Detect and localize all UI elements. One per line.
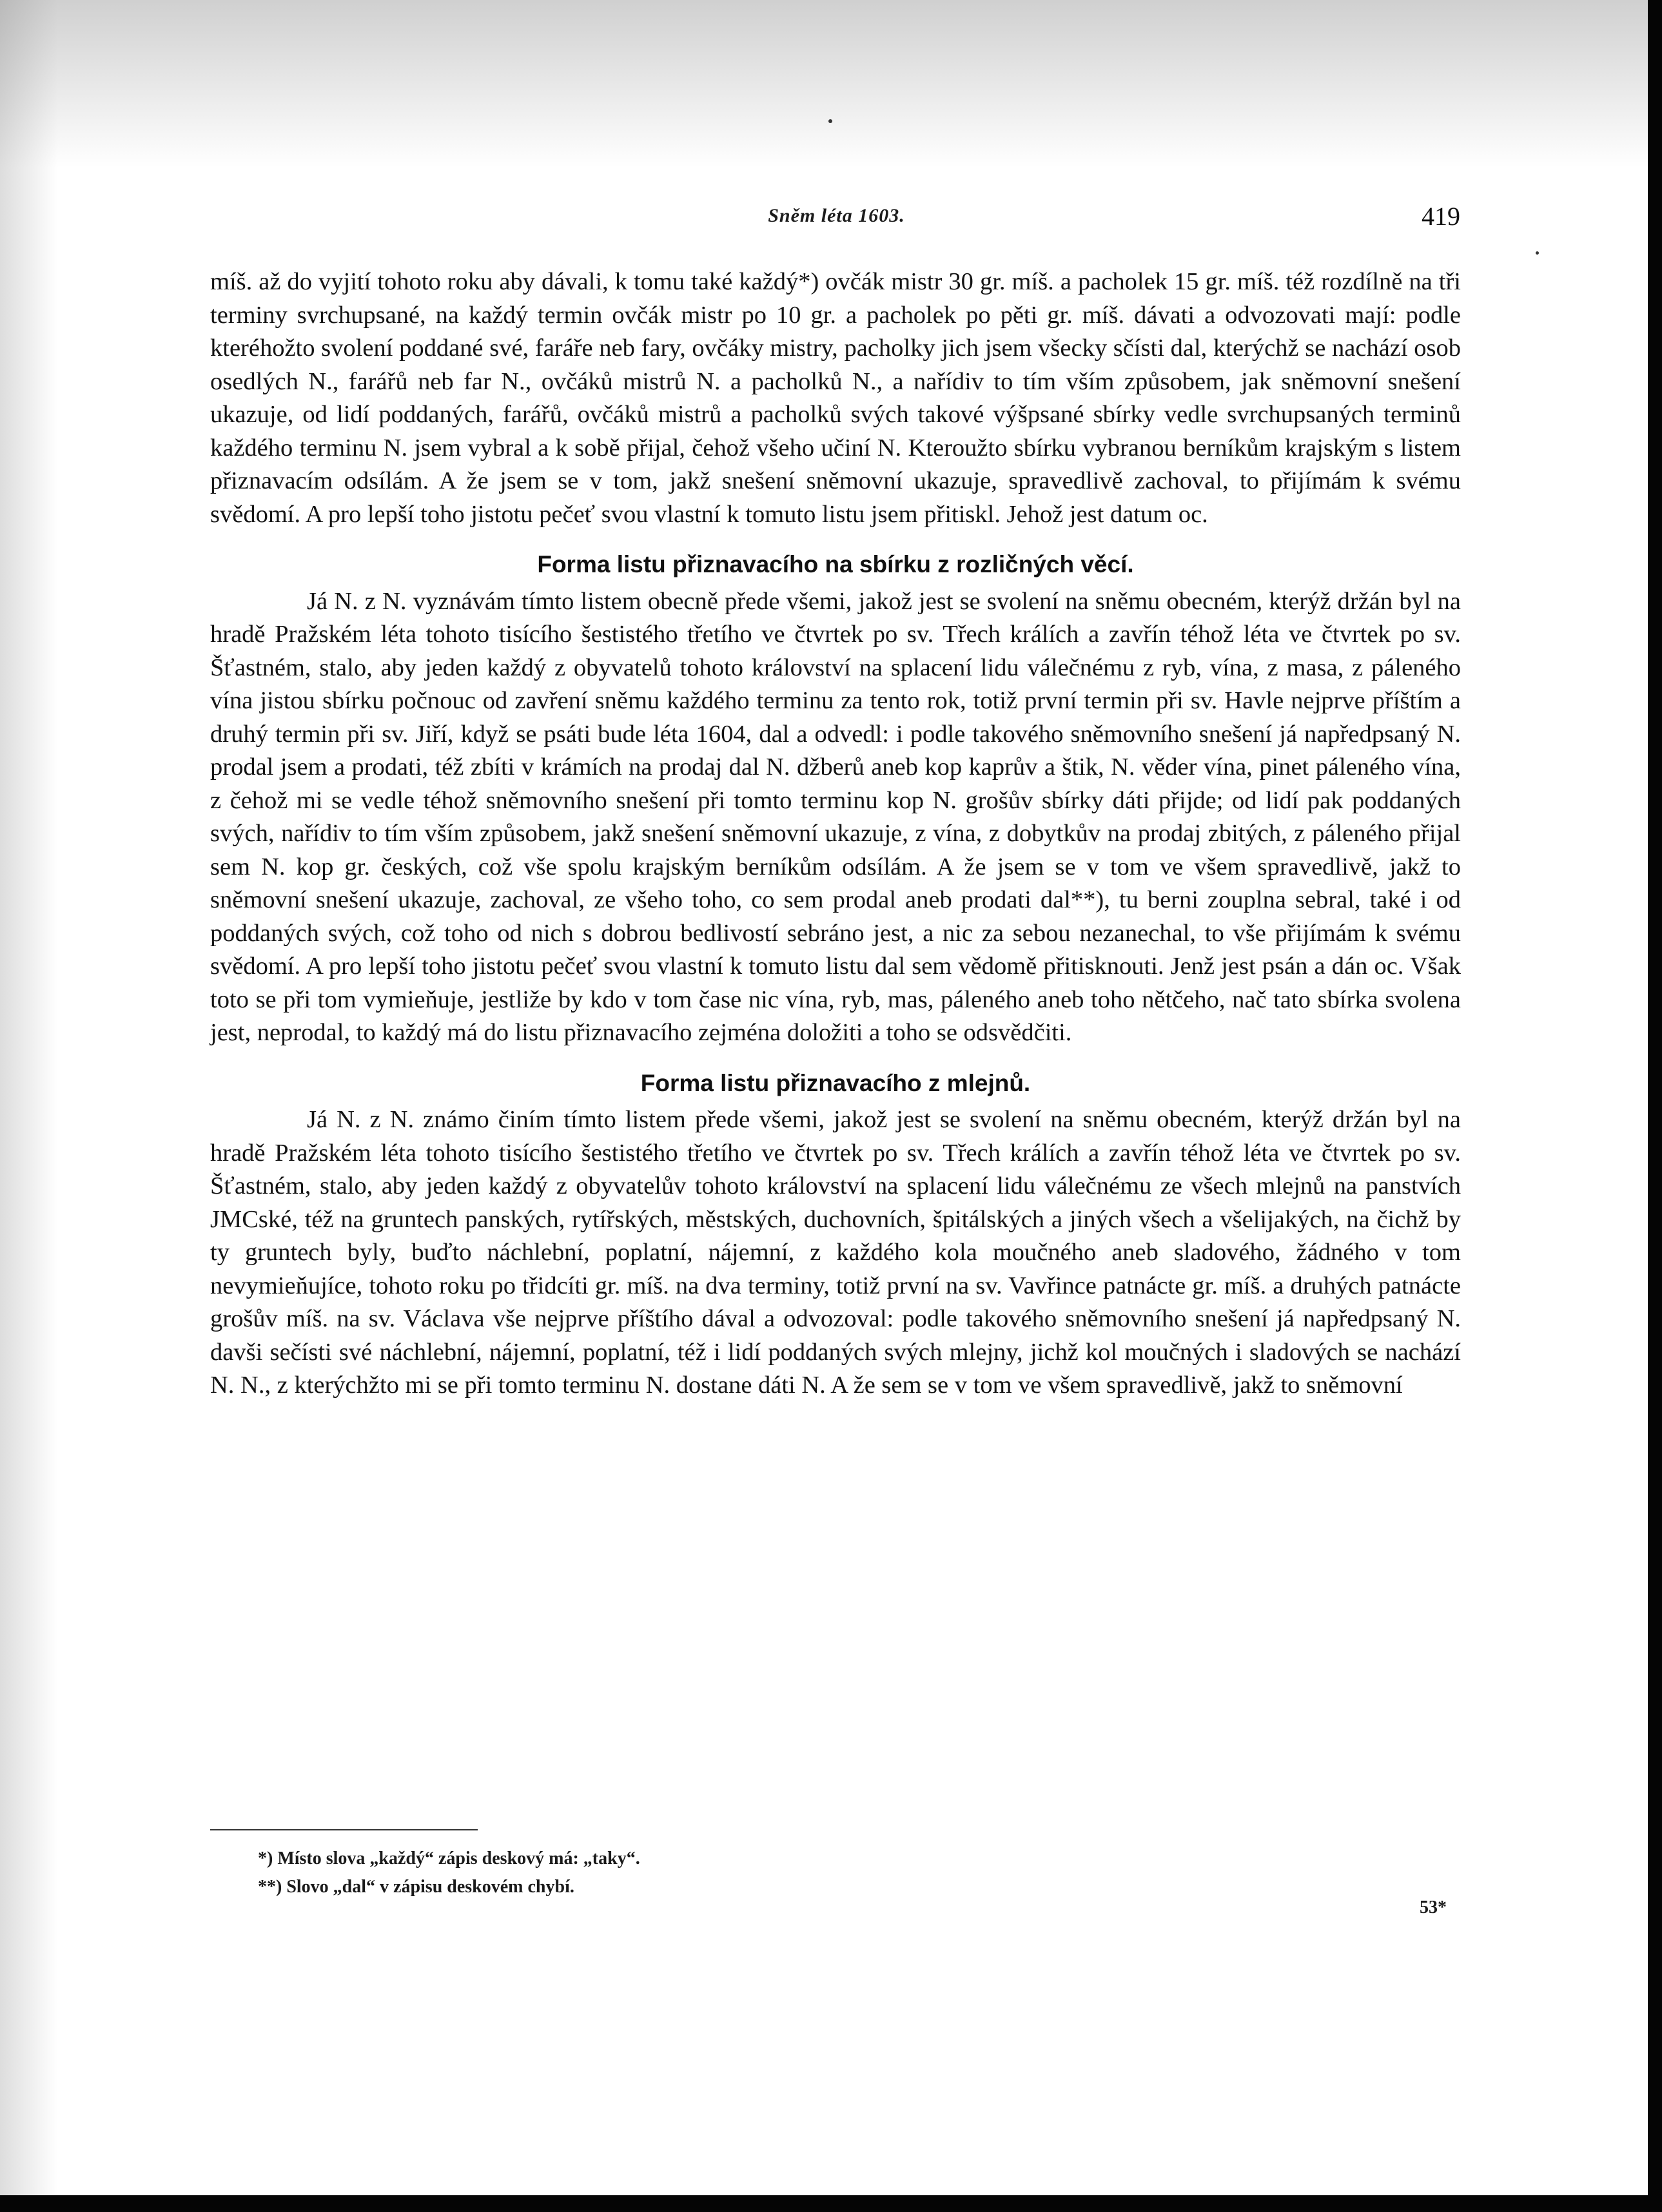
paragraph-1: míš. až do vyjití tohoto roku aby dávali, k tomu také každý*) ovčák mistr 30 gr. míš. a pacholek 15 gr. míš. též rozdílně na tři terminy svrchupsané, na každý termin ovčák mistr po 10 gr. a pacholek po pěti gr. míš. dávati a odvozovati mají: podle kteréhožto svolení poddané své, faráře neb fary, ovčáky mistry, pacholky jich jsem všecky sčísti dal, kterýchž se nachází osob osedlých N., farářů neb far N., ovčáků mistrů N. a pacholků N., a nařídiv to tím vším způsobem, jak sněmovní snešení ukazuje, od lidí poddaných, farářů, ovčáků mistrů a pacholků svých takové výšpsané sbírky vedle svrchupsaných terminů každého terminu N. jsem vybral a k sobě přijal, čehož všeho učiní N. Kteroužto sbírku vybranou berníkům krajským s listem přiznavacím odsílám. A že jsem se v tom, jakž snešení sněmovní ukazuje, spravedlivě zachoval, to přijímám k svému svědomí. A pro lepší toho jistotu pečeť svou vlastní k tomuto listu jsem přitiskl. Jehož jest datum oc. (210, 268, 1461, 528)
paragraph-2: Já N. z N. vyznávám tímto listem obecně přede všemi, jakož jest se svolení na sněmu obecném, kterýž držán byl na hradě Pražském léta tohoto tisícího šestistého třetího ve čtvrtek po sv. Třech králích a zavřín téhož léta ve čtvrtek po sv. Šťastném, stalo, aby jeden každý z obyvatelů tohoto království na splacení lidu válečnému z ryb, vína, z masa, z páleného vína jistou sbírku počnouc od zavření sněmu každého terminu za tento rok, totiž první termin při sv. Havle nejprve příštím a druhý termin při sv. Jiří, když se psáti bude léta 1604, dal a odvedl: i podle takového sněmovního snešení já napředpsaný N. prodal jsem a prodati, též zbíti v krámích na prodaj dal N. džberů aneb kop kaprův a štik, N. věder vína, pinet páleného vína, z čehož mi se vedle téhož sněmovního snešení při tomto terminu kop N. grošův sbírky dáti přijde; od lidí pak poddaných svých, nařídiv to tím vším způsobem, jakž snešení sněmovní ukazuje, z vína, z dobytkův na prodaj zbitých, z páleného přijal sem N. kop gr. českých, což vše spolu krajským berníkům odsílám. A že jsem se v tom ve všem spravedlivě, jakž to sněmovní snešení ukazuje, zachoval, ze všeho toho, co sem prodal aneb prodati dal**), tu berni zouplna sebral, také i od poddaných svých, což toho od nich s dobrou bedlivostí sebráno jest, a nic za sebou nezanechal, to vše přijímám k svému svědomí. A pro lepší toho jistotu pečeť svou vlastní k tomuto listu dal sem vědomě přitisknouti. Jenž jest psán a dán oc. Však toto se při tom vymieňuje, jestliže by kdo v tom čase nic vína, ryb, mas, páleného aneb toho nětčeho, nač tato sbírka svolena jest, neprodal, to každý má do listu přiznavacího zejména doložiti a toho se odsvědčiti. (210, 587, 1461, 1046)
footnote-divider (210, 1829, 478, 1830)
body-text (210, 266, 1461, 1402)
paragraph-3: Já N. z N. známo činím tímto listem přede všemi, jakož jest se svolení na sněmu obecném, kterýž držán byl na hradě Pražském léta tohoto tisícího šestistého třetího ve čtvrtek po sv. Třech králích a zavřín téhož léta ve čtvrtek po sv. Šťastném, stalo, aby jeden každý z obyvatelův tohoto království na splacení lidu válečnému ze všech mlejnů na panstvích JMCské, též na gruntech panských, rytířských, městských, duchovních, špitálských a jiných všech a všelijakých, na čichž by ty gruntech byly, buďto náchlební, poplatní, nájemní, z každého kola moučného aneb sladového, žádného v tom nevymieňujíce, tohoto roku po třidcíti gr. míš. na dva terminy, totiž první na sv. Vavřince patnácte gr. míš. a druhých patnácte grošův míš. na sv. Václava vše nejprve příštího dával a odvozoval: podle takového sněmovního snešení já napředpsaný N. davši sečísti své náchlební, nájemní, poplatní, též i lidí poddaných svých mlejny, jichž kol moučných i sladových se nachází N. N., z kterýchžto mi se při tomto terminu N. dostane dáti N. A že sem se v tom ve všem spravedlivě, jakž to sněmovní (210, 1106, 1461, 1399)
dust-speck (1536, 251, 1539, 255)
page-header (213, 201, 1460, 240)
dust-speck (828, 119, 832, 123)
signature-mark: 53* (1420, 1897, 1447, 1917)
section-heading-1: Forma listu přiznavacího na sbírku z rozličných věcí. (537, 551, 1134, 577)
footnotes (258, 1845, 1225, 1901)
running-title: Sněm léta 1603. (768, 205, 905, 226)
footnote-1: *) Místo slova „každý“ zápis deskový má: „taky“. (258, 1848, 640, 1868)
section-heading-2: Forma listu přiznavacího z mlejnů. (640, 1069, 1031, 1096)
footnote-2: **) Slovo „dal“ v zápisu deskovém chybí. (258, 1877, 574, 1897)
page-number: 419 (1422, 202, 1460, 231)
